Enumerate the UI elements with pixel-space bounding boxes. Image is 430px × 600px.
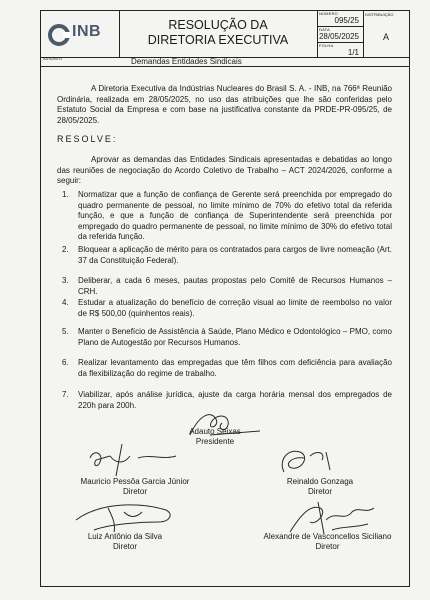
logo-text: INB xyxy=(72,23,102,40)
document-title xyxy=(119,11,318,57)
item-number: 1. xyxy=(62,190,69,199)
lead-paragraph: Aprovar as demandas das Entidades Sindicais apresentadas e debatidas ao longo das reuniões de negociação do Acordo Coletivo de Trabalho – ACT 2024/2026, conforme a seguir: xyxy=(57,155,392,185)
assunto-value: Demandas Entidades Sindicais xyxy=(131,57,242,66)
item-text: Manter o Benefício de Assistência à Saúde, Plano Médico e Odontológico – PMO, como Plano de Autogestão por Recursos Humanos. xyxy=(78,327,392,347)
item-text: Deliberar, a cada 6 meses, pautas propostas pelo Comitê de Recursos Humanos – CRH. xyxy=(78,276,392,296)
data-label: DATA xyxy=(319,27,330,32)
title-line-2: DIRETORIA EXECUTIVA xyxy=(147,33,289,47)
alexandre-name: Alexandre de Vasconcellos Siciliano xyxy=(263,532,392,541)
luiz-name: Luiz Antônio da Silva xyxy=(87,532,163,541)
signature-reinaldo-icon xyxy=(270,442,340,482)
signature-mauricio xyxy=(60,477,210,497)
item-text: Estudar a atualização do benefício de correção visual ao limite de reembolso no valor de R$ 500,00 (quinhentos reais). xyxy=(78,298,392,318)
resolve-heading: RESOLVE: xyxy=(57,134,118,144)
document-header xyxy=(40,10,410,58)
reinaldo-role: Diretor xyxy=(307,487,332,496)
intro-paragraph: A Diretoria Executiva da Indústrias Nucleares do Brasil S. A. - INB, na 766ª Reunião Ordinária, realizada em 28/05/2025, no uso das atribuições que lhe são conferidas pelo Estatuto Social da Empresa e com base na justificativa constante da PRDE-PR-095/25, de 28/05/2025. xyxy=(57,84,392,125)
folha-label: FOLHA xyxy=(319,43,334,48)
numero-cell xyxy=(317,11,363,27)
meta-column xyxy=(317,11,364,57)
item-number: 6. xyxy=(62,358,69,367)
data-value: 28/05/2025 xyxy=(318,32,359,41)
item-text: Bloquear a aplicação de mérito para os contratados para cargos de livre nomeação (Art. 37 da Constituição Federal). xyxy=(78,245,392,265)
numero-value: 095/25 xyxy=(334,16,359,25)
item-text: Viabilizar, após análise jurídica, ajuste da carga horária mensal dos empregados de 220h para 200h. xyxy=(78,390,392,410)
alexandre-role: Diretor xyxy=(315,542,340,551)
data-cell xyxy=(317,27,363,43)
signature-president xyxy=(160,427,270,447)
inb-logo-icon xyxy=(48,24,70,46)
reinaldo-name: Reinaldo Gonzaga xyxy=(286,477,354,486)
president-role: Presidente xyxy=(195,437,235,446)
distribuicao-cell xyxy=(363,11,409,57)
president-name: Adauto Seixas xyxy=(189,427,241,436)
signature-luiz xyxy=(60,532,190,552)
distribuicao-label: DISTRIBUIÇÃO xyxy=(365,12,394,17)
mauricio-role: Diretor xyxy=(122,487,147,496)
item-number: 4. xyxy=(62,298,69,307)
item-number: 2. xyxy=(62,245,69,254)
luiz-role: Diretor xyxy=(112,542,137,551)
signature-reinaldo xyxy=(265,477,375,497)
distribuicao-value: A xyxy=(382,32,389,42)
assunto-label: ASSUNTO xyxy=(43,56,63,61)
inb-logo xyxy=(41,11,120,57)
signature-alexandre xyxy=(245,532,410,552)
numero-label: NÚMERO xyxy=(319,11,338,16)
item-number: 7. xyxy=(62,390,69,399)
item-text: Realizar levantamento das empregadas que têm filhos com deficiência para avaliação da flexibilização do regime de trabalho. xyxy=(78,358,392,378)
item-text: Normatizar que a função de confiança de Gerente será preenchida por empregado do quadro permanente de pessoal, no limite mínimo de 70% do efetivo total da referida função, e que a função de confiança de Superintendente será preenchida por empregado do quadro permanente de pessoal, no limite mínimo de 30% do efetivo total da referida função. xyxy=(78,190,392,241)
mauricio-name: Mauricio Pessôa Garcia Júnior xyxy=(80,477,190,486)
item-number: 3. xyxy=(62,276,69,285)
folha-value: 1/1 xyxy=(347,48,359,57)
item-number: 5. xyxy=(62,327,69,336)
title-line-1: RESOLUÇÃO DA xyxy=(168,18,268,32)
